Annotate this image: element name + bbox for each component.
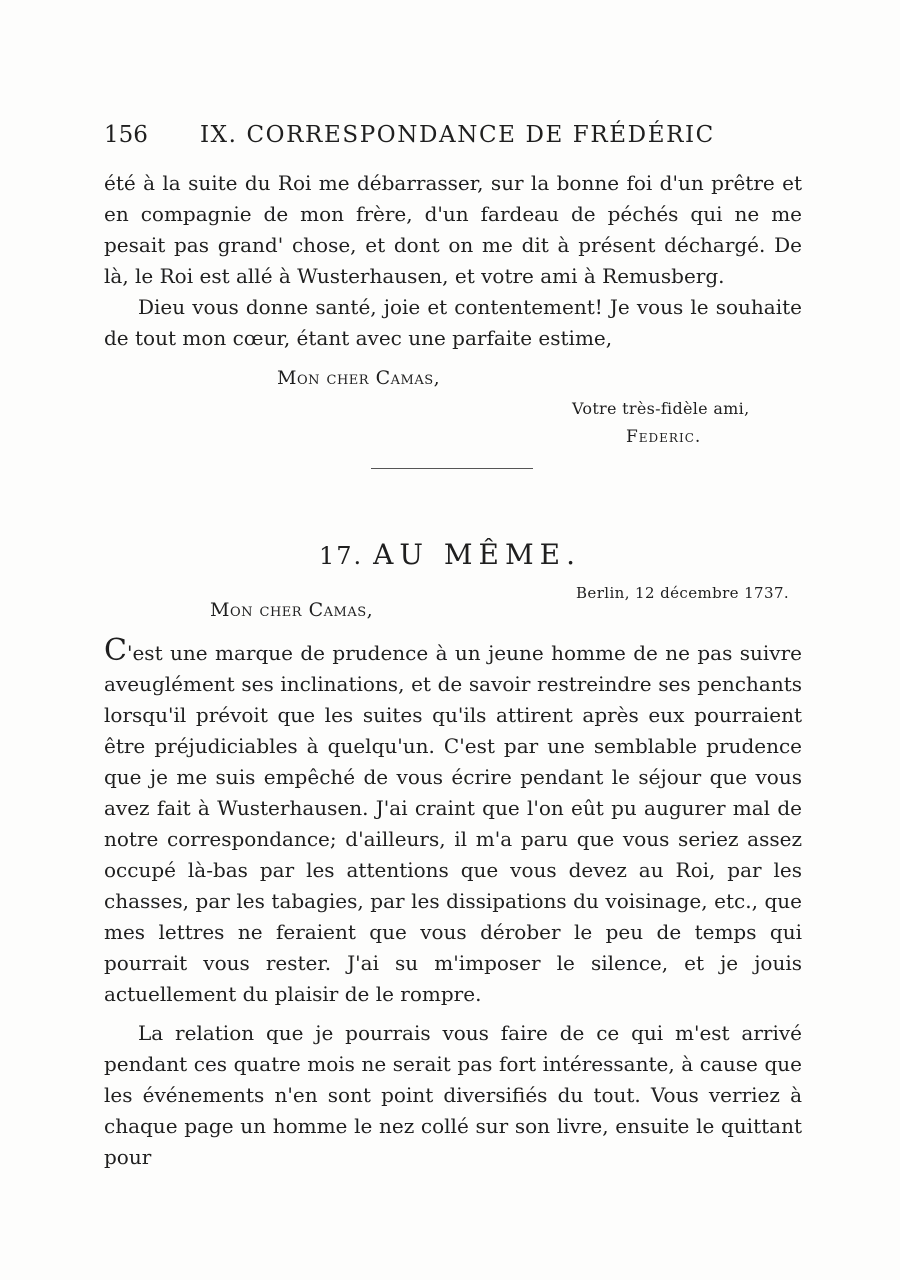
- paragraph-continued: été à la suite du Roi me débarrasser, sur la bonne foi d'un prêtre et en compagnie de mon frère, d'un fardeau de péchés qui ne me pesait pas grand' chose, et dont on me dit à présent déchargé. De là, le Roi est allé à Wusterhausen, et votre ami à Remusberg.: [104, 171, 802, 288]
- section-divider: [371, 468, 533, 469]
- closing-formula: Votre très-fidèle ami,: [572, 399, 750, 418]
- running-title: IX. CORRESPONDANCE DE FRÉDÉRIC: [200, 122, 715, 148]
- running-head: [104, 122, 804, 148]
- signature: Federic.: [626, 427, 702, 447]
- letter-title: AU MÊME.: [373, 538, 581, 571]
- letter-paragraph-1: [104, 633, 802, 1010]
- letter-paragraph-2: La relation que je pourrais vous faire de ce qui m'est arrivé pendant ces quatre mois ne serait pas fort intéressante, à cause que les événements n'en sont point diversifiés du tout. Vous verriez à chaque page un homme le nez collé sur son livre, ensuite le quittant pour: [104, 1021, 802, 1169]
- paragraph-closing-wishes: Dieu vous donne santé, joie et contentement! Je vous le souhaite de tout mon cœur, étant avec une parfaite estime,: [104, 295, 802, 350]
- closing-salutation: Mon cher Camas,: [277, 367, 441, 389]
- drop-cap: C: [104, 633, 127, 668]
- dateline: Berlin, 12 décembre 1737.: [576, 584, 790, 602]
- letter-paragraph-1-text: 'est une marque de prudence à un jeune homme de ne pas suivre aveuglément ses inclinations, et de savoir restreindre ses penchants lorsqu'il prévoit que les suites qu'ils attirent après eux pourraient être préjudiciables à quelqu'un. C'est par une semblable prudence que je me suis empêché de vous écrire pendant le séjour que vous avez fait à Wusterhausen. J'ai craint que l'on eût pu augurer mal de notre correspondance; d'ailleurs, il m'a paru que vous seriez assez occupé là-bas par les attentions que vous devez au Roi, par les chasses, par les tabagies, par les dissipations du voisinage, etc., que mes lettres ne feraient que vous dérober le peu de temps qui pourrait vous rester. J'ai su m'imposer le silence, et je jouis actuellement du plaisir de le rompre.: [104, 641, 802, 1006]
- letter-heading: [0, 538, 900, 571]
- letter-number: 17.: [318, 542, 364, 570]
- page-number: 156: [104, 122, 148, 148]
- opening-salutation: Mon cher Camas,: [210, 599, 374, 621]
